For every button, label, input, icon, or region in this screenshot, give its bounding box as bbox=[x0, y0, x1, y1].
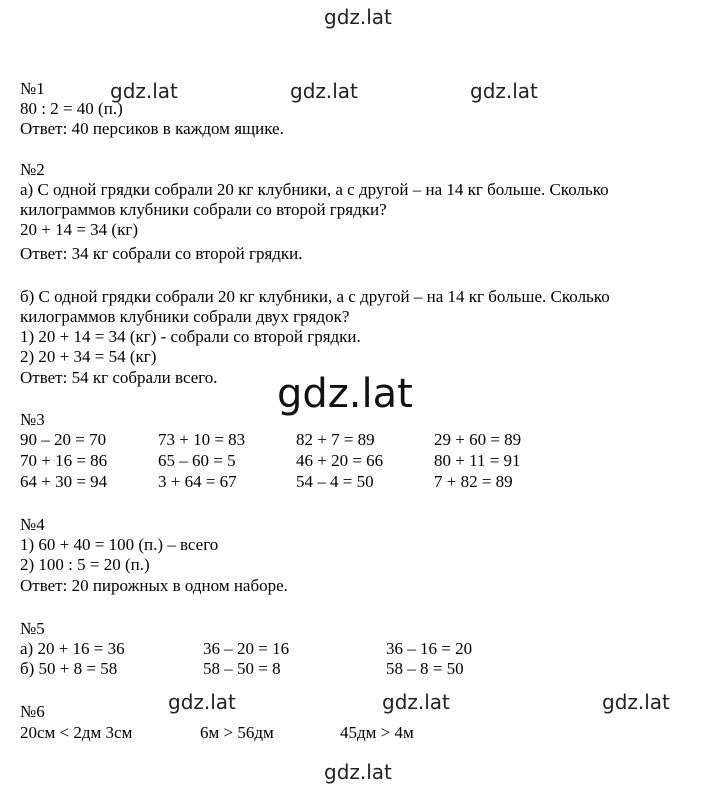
task3-cell: 29 + 60 = 89 bbox=[434, 430, 522, 449]
task2b-line: 1) 20 + 14 = 34 (кг) - собрали со второй грядки. bbox=[20, 327, 361, 346]
task3-number: №3 bbox=[20, 410, 45, 429]
task2b-line: килограммов клубники собрали двух грядок? bbox=[20, 307, 350, 326]
watermark-top: gdz.lat bbox=[324, 5, 392, 29]
task3-cell: 65 – 60 = 5 bbox=[158, 451, 236, 470]
task5-cell: 36 – 20 = 16 bbox=[203, 639, 290, 658]
task3-cell: 7 + 82 = 89 bbox=[434, 472, 513, 491]
task1-line: 80 : 2 = 40 (п.) bbox=[20, 99, 123, 118]
task2a-line: килограммов клубники собрали со второй грядки? bbox=[20, 200, 387, 219]
task2b-line: б) С одной грядки собрали 20 кг клубники, а с другой – на 14 кг больше. Сколько bbox=[20, 287, 610, 306]
task3-cell: 90 – 20 = 70 bbox=[20, 430, 107, 449]
task2a-answer: Ответ: 34 кг собрали со второй грядки. bbox=[20, 244, 303, 263]
task2b-answer: Ответ: 54 кг собрали всего. bbox=[20, 368, 218, 387]
task5-cell: 58 – 50 = 8 bbox=[203, 659, 281, 678]
task6-item: 45дм > 4м bbox=[340, 723, 414, 742]
task4-answer: Ответ: 20 пирожных в одном наборе. bbox=[20, 576, 288, 595]
task2b-line: 2) 20 + 34 = 54 (кг) bbox=[20, 347, 157, 366]
task3-cell: 46 + 20 = 66 bbox=[296, 451, 384, 470]
task3-cell: 82 + 7 = 89 bbox=[296, 430, 375, 449]
task4-number: №4 bbox=[20, 515, 45, 534]
task4-line: 2) 100 : 5 = 20 (п.) bbox=[20, 555, 150, 574]
watermark-row2-left: gdz.lat bbox=[168, 690, 236, 714]
task5-cell: 36 – 16 = 20 bbox=[386, 639, 473, 658]
task3-cell: 64 + 30 = 94 bbox=[20, 472, 108, 491]
watermark-row2-center: gdz.lat bbox=[382, 690, 450, 714]
watermark-row1-center: gdz.lat bbox=[290, 79, 358, 103]
task3-cell: 54 – 4 = 50 bbox=[296, 472, 374, 491]
task5-cell: б) 50 + 8 = 58 bbox=[20, 659, 118, 678]
task2a-line: 20 + 14 = 34 (кг) bbox=[20, 220, 138, 239]
task3-cell: 73 + 10 = 83 bbox=[158, 430, 246, 449]
task6-item: 20см < 2дм 3см bbox=[20, 723, 133, 742]
watermark-row1-right: gdz.lat bbox=[470, 79, 538, 103]
task4-line: 1) 60 + 40 = 100 (п.) – всего bbox=[20, 535, 219, 554]
task1-answer: Ответ: 40 персиков в каждом ящике. bbox=[20, 119, 284, 138]
watermark-center-large: gdz.lat bbox=[277, 371, 413, 417]
task2-number: №2 bbox=[20, 160, 45, 179]
task5-number: №5 bbox=[20, 619, 45, 638]
task3-cell: 70 + 16 = 86 bbox=[20, 451, 108, 470]
task6-number: №6 bbox=[20, 702, 45, 721]
watermark-row1-left: gdz.lat bbox=[110, 79, 178, 103]
task3-cell: 80 + 11 = 91 bbox=[434, 451, 521, 470]
task5-cell: 58 – 8 = 50 bbox=[386, 659, 464, 678]
task6-item: 6м > 56дм bbox=[200, 723, 274, 742]
watermark-bottom: gdz.lat bbox=[324, 760, 392, 784]
task3-cell: 3 + 64 = 67 bbox=[158, 472, 237, 491]
task5-cell: а) 20 + 16 = 36 bbox=[20, 639, 125, 658]
task2a-line: а) С одной грядки собрали 20 кг клубники, а с другой – на 14 кг больше. Сколько bbox=[20, 180, 609, 199]
watermark-row2-right: gdz.lat bbox=[602, 690, 670, 714]
task1-number: №1 bbox=[20, 79, 45, 98]
